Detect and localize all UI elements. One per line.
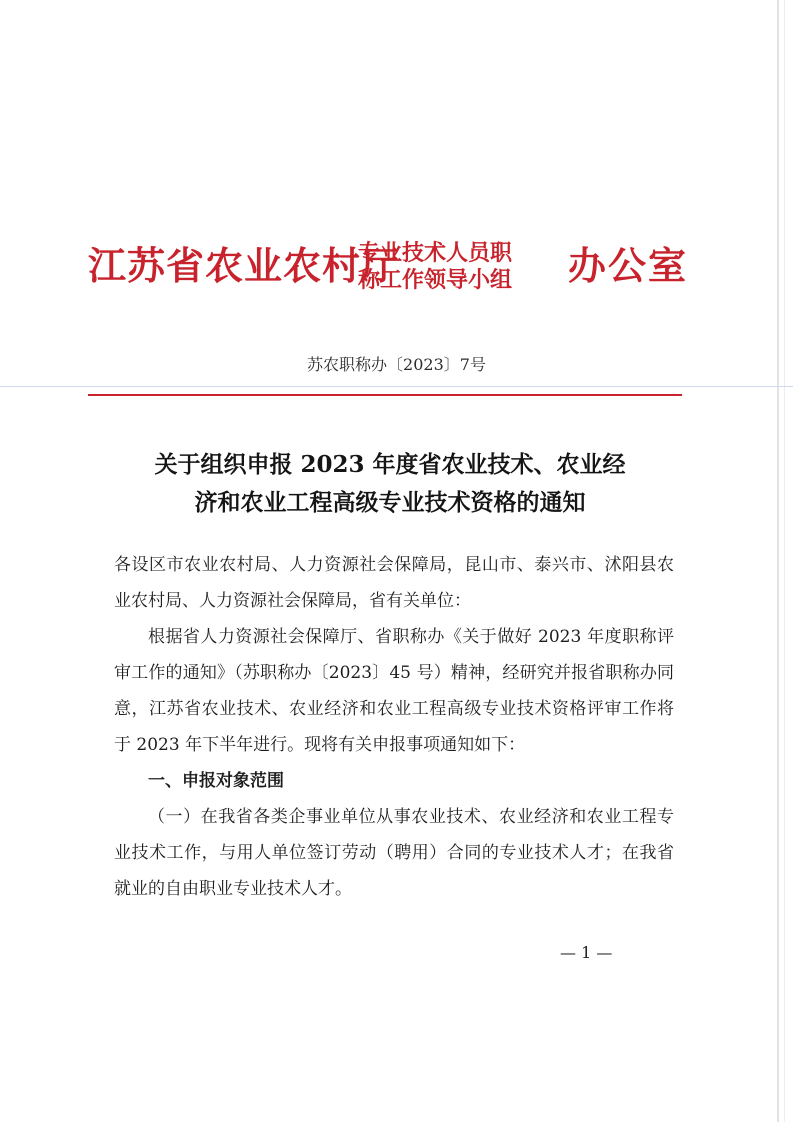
document-title — [80, 446, 700, 522]
header-org-stacked — [358, 240, 512, 294]
header-org-name: 江苏省农业农村厅 — [88, 243, 401, 288]
document-body — [114, 547, 674, 907]
red-divider-rule — [88, 394, 682, 396]
page-number: — 1 — — [560, 943, 613, 962]
header-stack-line1: 专业技术人员职 — [358, 240, 513, 266]
header-stack-line2: 称工作领导小组 — [358, 267, 513, 293]
title-line-2: 济和农业工程高级专业技术资格的通知 — [194, 489, 586, 516]
scan-blue-line — [0, 386, 793, 387]
section-1-item-1: （一）在我省各类企事业单位从事农业技术、农业经济和农业工程专业技术工作，与用人单位签订劳动（聘用）合同的专业技术人才；在我省就业的自由职业专业技术人才。 — [114, 807, 674, 899]
intro-paragraph: 根据省人力资源社会保障厅、省职称办《关于做好 2023 年度职称评审工作的通知》（苏职称办〔2023〕45 号）精神，经研究并报省职称办同意，江苏省农业技术、农业经济和农业工程高级专业技术资格评审工作将于 2023 年下半年进行。现将有关申报事项通知如下： — [114, 627, 674, 755]
addressees-paragraph: 各设区市农业农村局、人力资源社会保障局，昆山市、泰兴市、沭阳县农业农村局、人力资源社会保障局，省有关单位： — [114, 555, 674, 611]
document-number: 苏农职称办〔2023〕7号 — [307, 355, 486, 374]
header-office: 办公室 — [568, 243, 689, 288]
scan-edge-line — [777, 0, 779, 1122]
scan-edge-line-secondary — [784, 0, 785, 1122]
section-1-heading: 一、申报对象范围 — [148, 771, 284, 791]
document-header — [88, 238, 708, 298]
title-line-1: 关于组织申报 2023 年度省农业技术、农业经 — [154, 451, 626, 478]
